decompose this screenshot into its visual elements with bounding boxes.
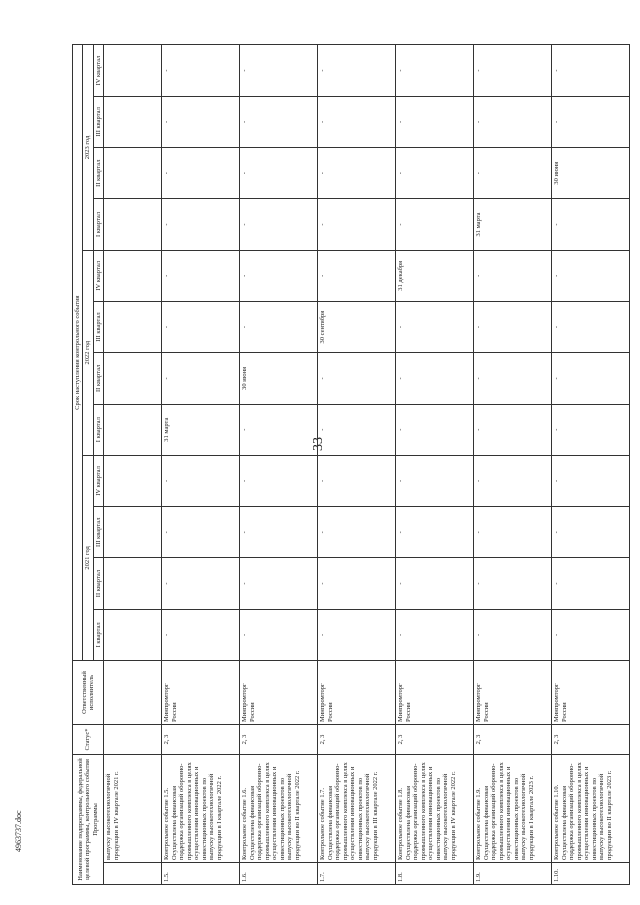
header-quarter: I квартал [93,404,103,455]
event-name: Контрольное событие 1.6. Осуществлена финансовая поддержка организаций оборонно-промышленного комплекса в целях осуществления инновационных и инвестиционных проектов по выпуску высокотехнологичной продукции во II квартале 2022 г. [240,755,318,863]
quarter-value: 31 марта [162,404,240,455]
event-name: Контрольное событие 1.10. Осуществлена финансовая поддержка организаций оборонно-промышленного комплекса в целях осуществления инновационных и инвестиционных проектов по выпуску высокотехнологичной продукции во II квартале 2023 г. [552,755,630,863]
status-cell: 2, 3 [162,725,240,755]
header-responsible: Ответственный исполнитель [73,661,104,725]
row-number: 1.5. [162,863,240,885]
responsible-cell: Минпромторг России [162,661,240,725]
row-number: 1.6. [240,863,318,885]
header-term: Срок наступления контрольного события [73,45,83,661]
quarter-value: - [396,301,474,352]
responsible-cell: Минпромторг России [240,661,318,725]
control-events-table [72,44,630,885]
event-name: Контрольное событие 1.5. Осуществлена финансовая поддержка организаций оборонно-промышленного комплекса в целях осуществления инновационных и инвестиционных проектов по выпуску высокотехнологичной продукции в I квартале 2022 г. [162,755,240,863]
header-year-2022: 2022 год [83,250,93,455]
row-number: 1.10. [552,863,630,885]
row-number: 1.7. [318,863,396,885]
status-cell: 2, 3 [474,725,552,755]
quarter-value: - [396,45,474,96]
responsible-cell: Минпромторг России [552,661,630,725]
quarter-value: - [318,558,396,609]
header-quarter: II квартал [93,558,103,609]
quarter-value: - [318,404,396,455]
table-row [240,45,318,885]
event-name: Контрольное событие 1.7. Осуществлена финансовая поддержка организаций оборонно-промышленного комплекса в целях осуществления инновационных и инвестиционных проектов по выпуску высокотехнологичной продукции в III квартале 2022 г. [318,755,396,863]
quarter-value: - [474,609,552,660]
quarter-value: - [318,45,396,96]
quarter-value: 31 декабря [396,250,474,301]
quarter-value: - [396,96,474,147]
quarter-value: - [162,507,240,558]
quarter-value: - [396,455,474,506]
status-cell: 2, 3 [396,725,474,755]
status-cell: 2, 3 [240,725,318,755]
quarter-value: 30 сентября [318,301,396,352]
header-name: Наименование подпрограммы, федеральной целевой программы, контрольного события Программы [73,755,104,885]
quarter-value: - [162,558,240,609]
quarter-value: - [162,45,240,96]
header-quarter: III квартал [93,96,103,147]
quarter-value: - [318,609,396,660]
quarter-value: - [474,507,552,558]
quarter-value: - [162,301,240,352]
row-number: 1.9. [474,863,552,885]
quarter-value: - [318,96,396,147]
quarter-value: - [552,96,630,147]
quarter-value: - [162,199,240,250]
header-year-2021: 2021 год [83,455,93,660]
quarter-value: - [318,148,396,199]
header-quarter: II квартал [93,148,103,199]
quarter-value: - [240,301,318,352]
page-number: 33 [311,437,326,451]
quarter-value: - [474,353,552,404]
quarter-value: - [318,507,396,558]
quarter-value: - [162,609,240,660]
quarter-value: - [552,250,630,301]
quarter-value: - [474,455,552,506]
quarter-value: 30 июня [240,353,318,404]
quarter-value: - [396,148,474,199]
document-reference: 4963737.doc [14,810,23,852]
header-quarter: I квартал [93,199,103,250]
header-quarter: IV квартал [93,455,103,506]
event-name: Контрольное событие 1.9. Осуществлена финансовая поддержка организаций оборонно-промышленного комплекса в целях осуществления инновационных и инвестиционных проектов по выпуску высокотехнологичной продукции в I квартале 2023 г. [474,755,552,863]
quarter-value: - [552,609,630,660]
quarter-value: - [240,96,318,147]
quarter-value: - [240,148,318,199]
status-cell: 2, 3 [318,725,396,755]
quarter-value: - [162,96,240,147]
header-year-2023: 2023 год [83,45,93,250]
quarter-value: - [240,455,318,506]
quarter-value: - [162,455,240,506]
quarter-value: - [396,558,474,609]
quarter-value: - [318,353,396,404]
table-row [552,45,630,885]
header-status: Статус* [73,725,104,755]
quarter-value: - [318,199,396,250]
quarter-value: - [552,558,630,609]
status-cell: 2, 3 [552,725,630,755]
quarter-value: - [240,250,318,301]
quarter-value: - [396,353,474,404]
header-quarter: III квартал [93,301,103,352]
quarter-value: - [552,507,630,558]
table-row [396,45,474,885]
quarter-value: - [552,45,630,96]
header-quarter: II квартал [93,353,103,404]
quarter-value: - [474,250,552,301]
quarter-value: - [240,404,318,455]
quarter-value: - [162,148,240,199]
quarter-value: - [552,455,630,506]
table-row [162,45,240,885]
quarter-value: 30 июня [552,148,630,199]
header-quarter: I квартал [93,609,103,660]
quarter-value: - [396,507,474,558]
quarter-value: - [474,96,552,147]
quarter-value: - [396,404,474,455]
quarter-value: - [240,45,318,96]
quarter-value: - [240,558,318,609]
quarter-value: - [396,199,474,250]
quarter-value: - [474,558,552,609]
quarter-value: - [474,148,552,199]
quarter-value: - [240,507,318,558]
header-quarter: IV квартал [93,45,103,96]
quarter-value: - [162,250,240,301]
quarter-value: - [396,609,474,660]
table-row [474,45,552,885]
quarter-value: - [318,455,396,506]
quarter-value: - [552,199,630,250]
header-quarter: III квартал [93,507,103,558]
responsible-cell: Минпромторг России [474,661,552,725]
continuation-row [104,45,162,885]
responsible-cell: Минпромторг России [396,661,474,725]
event-name: Контрольное событие 1.8. Осуществлена финансовая поддержка организаций оборонно-промышленного комплекса в целях осуществления инновационных и инвестиционных проектов по выпуску высокотехнологичной продукции в IV квартале 2022 г. [396,755,474,863]
continuation-text: выпуску высокотехнологичной продукции в IV квартале 2021 г. [104,755,162,863]
header-quarter: IV квартал [93,250,103,301]
quarter-value: 31 марта [474,199,552,250]
quarter-value: - [474,404,552,455]
quarter-value: - [552,301,630,352]
quarter-value: - [552,353,630,404]
responsible-cell: Минпромторг России [318,661,396,725]
table-row [318,45,396,885]
row-number: 1.8. [396,863,474,885]
quarter-value: - [474,301,552,352]
quarter-value: - [474,45,552,96]
quarter-value: - [162,353,240,404]
quarter-value: - [240,609,318,660]
quarter-value: - [552,404,630,455]
rotated-table-container [72,45,640,885]
quarter-value: - [240,199,318,250]
quarter-value: - [318,250,396,301]
